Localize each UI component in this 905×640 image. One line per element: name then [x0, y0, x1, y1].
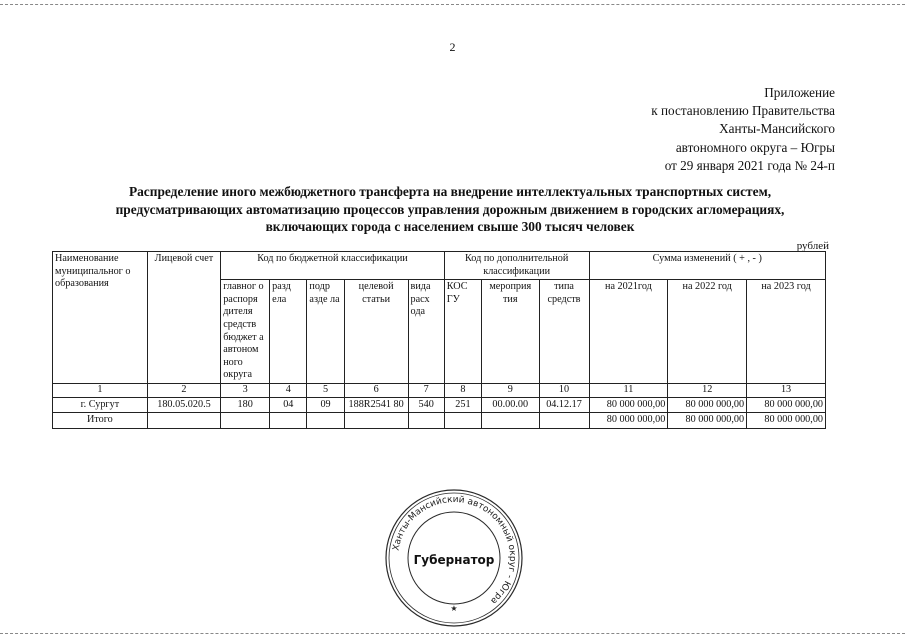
empty-cell: [270, 413, 307, 429]
column-number: 11: [589, 383, 668, 397]
total-row: [53, 413, 826, 429]
column-number: 7: [408, 383, 444, 397]
cell-account: 180.05.020.5: [147, 397, 220, 413]
header-fund-type: типа средств: [539, 280, 589, 384]
cell-2021: 80 000 000,00: [589, 397, 668, 413]
total-label: Итого: [53, 413, 148, 429]
header-kosgu: КОС ГУ: [444, 280, 481, 384]
currency-unit: рублей: [796, 240, 829, 252]
total-2021: 80 000 000,00: [589, 413, 668, 429]
empty-cell: [444, 413, 481, 429]
title-line: предусматривающих автоматизацию процессов управления дорожным движением в городских агломерациях,: [115, 201, 785, 217]
cell-kosgu: 251: [444, 397, 481, 413]
appendix-line: к постановлению Правительства: [651, 103, 835, 119]
column-number: 9: [482, 383, 539, 397]
scan-bottom-edge: [0, 633, 905, 634]
header-account: Лицевой счет: [147, 252, 220, 384]
header-2022: на 2022 год: [668, 280, 747, 384]
table-row: [53, 397, 826, 413]
cell-2023: 80 000 000,00: [747, 397, 826, 413]
distribution-table: [52, 251, 826, 429]
title-line: Распределение иного межбюджетного трансферта на внедрение интеллектуальных транспортных систем,: [128, 184, 772, 199]
total-2022: 80 000 000,00: [668, 413, 747, 429]
cell-2022: 80 000 000,00: [668, 397, 747, 413]
cell-measure: 00.00.00: [482, 397, 539, 413]
column-number: 4: [270, 383, 307, 397]
header-2023: на 2023 год: [747, 280, 826, 384]
seal-center-text: Губернатор: [413, 553, 495, 567]
cell-section: 04: [270, 397, 307, 413]
appendix-line: Ханты-Мансийского: [719, 121, 835, 137]
appendix-line: автономного округа – Югры: [675, 139, 835, 155]
cell-subsection: 09: [307, 397, 344, 413]
cell-target: 188R2541 80: [344, 397, 408, 413]
seal-ring-textpath: Ханты-Мансийский автономный округ - Югра: [391, 494, 518, 606]
empty-cell: [539, 413, 589, 429]
appendix-line: от 29 января 2021 года № 24-п: [664, 157, 835, 173]
cell-manager: 180: [221, 397, 270, 413]
header-additional-code: Код по дополнительной классификации: [444, 252, 589, 280]
header-row-groups: [53, 252, 826, 280]
header-subsection: подр азде ла: [307, 280, 344, 384]
seal-star-icon: ★: [450, 604, 458, 613]
header-target: целевой статьи: [344, 280, 408, 384]
empty-cell: [344, 413, 408, 429]
scan-top-edge: [0, 4, 905, 5]
column-number-row: [53, 383, 826, 397]
total-2023: 80 000 000,00: [747, 413, 826, 429]
empty-cell: [147, 413, 220, 429]
column-number: 5: [307, 383, 344, 397]
column-number: 10: [539, 383, 589, 397]
header-budget-code: Код по бюджетной классификации: [221, 252, 445, 280]
cell-fund-type: 04.12.17: [539, 397, 589, 413]
column-number: 2: [147, 383, 220, 397]
column-number: 3: [221, 383, 270, 397]
column-number: 13: [747, 383, 826, 397]
column-number: 1: [53, 383, 148, 397]
header-measure: мероприя тия: [482, 280, 539, 384]
header-section: разд ела: [270, 280, 307, 384]
header-expense-type: вида расх ода: [408, 280, 444, 384]
empty-cell: [221, 413, 270, 429]
header-name: Наименование муниципальног о образования: [53, 252, 148, 384]
appendix-line: Приложение: [764, 85, 835, 100]
governor-seal: [382, 488, 526, 628]
appendix-block: [651, 84, 835, 175]
empty-cell: [307, 413, 344, 429]
column-number: 8: [444, 383, 481, 397]
cell-name: г. Сургут: [53, 397, 148, 413]
page-number: 2: [449, 40, 456, 54]
cell-expense-type: 540: [408, 397, 444, 413]
column-number: 6: [344, 383, 408, 397]
header-2021: на 2021год: [589, 280, 668, 384]
empty-cell: [408, 413, 444, 429]
header-sum: Сумма изменений ( + , - ): [589, 252, 825, 280]
empty-cell: [482, 413, 539, 429]
header-manager: главног о распоря дителя средств бюджет а автоном ного округа: [221, 280, 270, 384]
title-line: включающих города с населением свыше 300 тысяч человек: [265, 219, 635, 234]
column-number: 12: [668, 383, 747, 397]
document-title: [55, 183, 845, 236]
